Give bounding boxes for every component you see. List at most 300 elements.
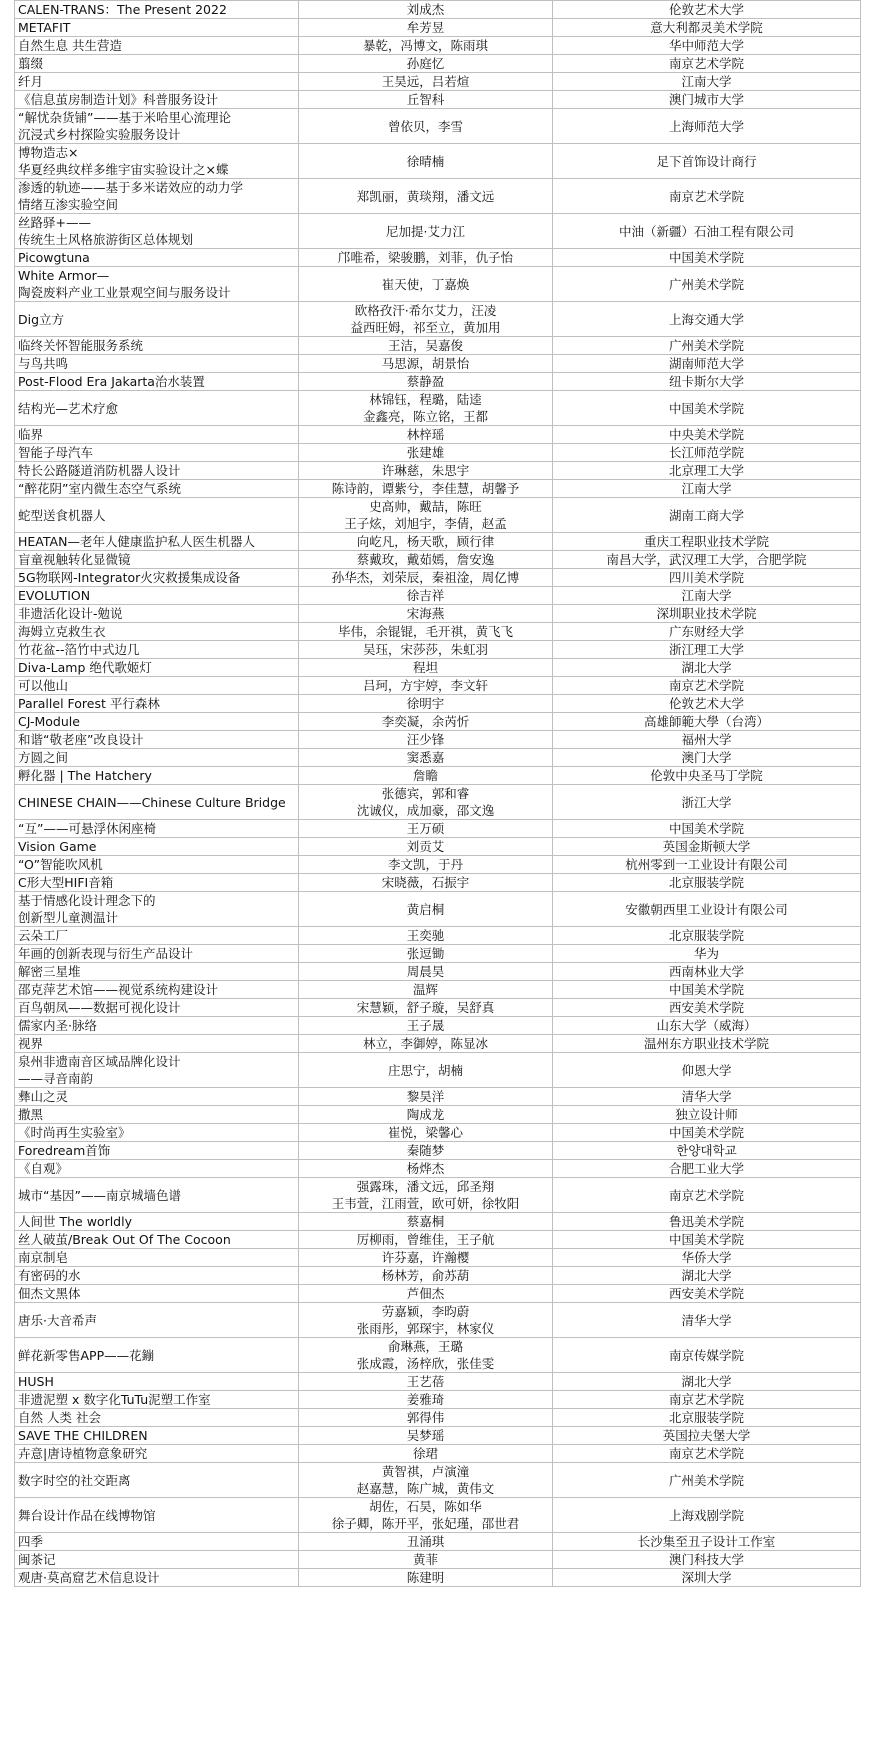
authors-cell-line: 丑涌琪 (406, 1534, 445, 1549)
authors-cell-line: 孙华杰，刘荣辰，秦祖淦，周亿博 (331, 570, 520, 585)
authors-cell-line: 张成霞，汤梓欣，张佳雯 (356, 1356, 495, 1371)
organization-cell (553, 1303, 861, 1338)
work-title-cell-line: 与鸟共鸣 (18, 356, 69, 371)
authors-cell (299, 1035, 553, 1053)
authors-cell-line: 黄菲 (412, 1552, 438, 1567)
authors-cell-line: 暴乾，冯博文，陈雨琪 (362, 38, 488, 53)
organization-cell (553, 1533, 861, 1551)
organization-cell-line: 北京服装学院 (668, 928, 744, 943)
authors-cell-line: 杨烨杰 (406, 1161, 445, 1176)
authors-cell (299, 1445, 553, 1463)
authors-cell-line: 向屹凡，杨天歌，顾行律 (356, 534, 495, 549)
authors-cell (299, 37, 553, 55)
organization-cell (553, 1285, 861, 1303)
table-row (15, 1160, 861, 1178)
organization-cell-line: 清华大学 (681, 1312, 732, 1328)
work-title-cell-line: 丝路驿+—— (18, 215, 91, 230)
authors-cell-line: 尼加提·艾力江 (386, 223, 465, 239)
work-title-cell-line: 非遗泥塑 x 数字化TuTu泥塑工作室 (18, 1392, 211, 1407)
authors-cell-line: 窦悉嘉 (406, 750, 445, 765)
work-title-cell (15, 1249, 299, 1267)
work-title-cell (15, 641, 299, 659)
table-row (15, 37, 861, 55)
authors-cell (299, 1409, 553, 1427)
authors-cell (299, 838, 553, 856)
work-title-cell-line: 《信息茧房制造计划》科普服务设计 (18, 92, 219, 107)
organization-cell-line: 中国美术学院 (668, 250, 744, 265)
table-row (15, 214, 861, 249)
organization-cell (553, 1, 861, 19)
organization-cell (553, 1053, 861, 1088)
work-title-cell (15, 1053, 299, 1088)
organization-cell-line: 中国美术学院 (668, 400, 744, 416)
table-row (15, 731, 861, 749)
organization-cell (553, 587, 861, 605)
work-title-cell-line: 数字时空的社交距离 (18, 1472, 131, 1488)
authors-cell-line: 蔡戴玫，戴茹嫣，詹安逸 (356, 552, 495, 567)
work-title-cell-line: “互”——可悬浮休闲座椅 (18, 821, 156, 836)
organization-cell (553, 641, 861, 659)
organization-cell (553, 1249, 861, 1267)
work-title-cell (15, 713, 299, 731)
organization-cell (553, 373, 861, 391)
authors-cell-line: 程坦 (412, 660, 438, 675)
authors-cell (299, 1213, 553, 1231)
table-row (15, 1249, 861, 1267)
organization-cell-line: 四川美术学院 (668, 570, 744, 585)
work-title-cell (15, 1409, 299, 1427)
organization-cell (553, 677, 861, 695)
work-title-cell (15, 569, 299, 587)
organization-cell (553, 785, 861, 820)
authors-cell (299, 480, 553, 498)
work-title-cell (15, 999, 299, 1017)
work-title-cell-line: 年画的创新表现与衍生产品设计 (18, 946, 194, 961)
work-title-cell-line: 临终关怀智能服务系统 (18, 338, 144, 353)
authors-cell-line: 张雨彤，郭琛宇，林家仪 (356, 1321, 495, 1336)
organization-cell-line: 合肥工业大学 (668, 1161, 744, 1176)
work-title-cell (15, 214, 299, 249)
authors-cell-line: 孙庭忆 (406, 56, 445, 71)
table-row (15, 551, 861, 569)
organization-cell (553, 214, 861, 249)
table-row (15, 1409, 861, 1427)
authors-cell (299, 731, 553, 749)
organization-cell-line: 南京艺术学院 (668, 56, 744, 71)
work-title-cell (15, 1463, 299, 1498)
work-title-cell (15, 1338, 299, 1373)
table-row (15, 73, 861, 91)
table-row (15, 462, 861, 480)
work-title-cell-line: HEATAN—老年人健康监护私人医生机器人 (18, 534, 255, 549)
work-title-cell-line: 蛇型送食机器人 (18, 507, 106, 523)
authors-cell-line: 杨林芳，俞苏葫 (381, 1268, 470, 1283)
authors-cell (299, 641, 553, 659)
organization-cell-line: 英国拉夫堡大学 (662, 1428, 751, 1443)
organization-cell (553, 945, 861, 963)
organization-cell (553, 1142, 861, 1160)
authors-cell-line: 劳嘉颖，李昀蔚 (381, 1304, 470, 1319)
work-title-cell (15, 838, 299, 856)
table-row (15, 337, 861, 355)
organization-cell (553, 19, 861, 37)
organization-cell (553, 605, 861, 623)
work-title-cell (15, 373, 299, 391)
authors-cell (299, 498, 553, 533)
authors-cell-line: 徐明宇 (406, 696, 445, 711)
table-row (15, 179, 861, 214)
organization-cell-line: 华侨大学 (681, 1250, 732, 1265)
organization-cell-line: 伦敦艺术大学 (668, 2, 744, 17)
work-title-cell-line: 结构光—艺术疗愈 (18, 400, 119, 416)
work-title-cell-line: Post-Flood Era Jakarta治水装置 (18, 374, 205, 389)
work-title-cell (15, 144, 299, 179)
work-title-cell (15, 551, 299, 569)
table-row (15, 355, 861, 373)
work-title-cell (15, 695, 299, 713)
organization-cell (553, 838, 861, 856)
work-title-cell-line: “O”智能吹风机 (18, 857, 103, 872)
authors-cell-line: 崔天使，丁嘉焕 (381, 276, 470, 292)
organization-cell (553, 820, 861, 838)
authors-cell (299, 981, 553, 999)
organization-cell (553, 267, 861, 302)
organization-cell (553, 1463, 861, 1498)
table-row (15, 963, 861, 981)
table-row (15, 1035, 861, 1053)
authors-cell (299, 1551, 553, 1569)
organization-cell (553, 731, 861, 749)
table-row (15, 373, 861, 391)
authors-cell (299, 19, 553, 37)
work-title-cell (15, 1303, 299, 1338)
organization-cell (553, 981, 861, 999)
work-title-cell-line: SAVE THE CHILDREN (18, 1428, 148, 1443)
work-title-cell-line: CHINESE CHAIN——Chinese Culture Bridge (18, 794, 286, 810)
organization-cell (553, 1569, 861, 1587)
organization-cell (553, 249, 861, 267)
authors-cell-line: 王昊远，吕若煊 (381, 74, 470, 89)
authors-cell-line: 庄思宁，胡楠 (387, 1062, 463, 1078)
work-title-cell-line: 方圆之间 (18, 750, 69, 765)
work-title-cell-line: 邵克萍艺术馆——视觉系统构建设计 (18, 982, 219, 997)
authors-cell (299, 569, 553, 587)
table-row (15, 999, 861, 1017)
authors-cell-line: 周晨昊 (406, 964, 445, 979)
work-title-cell-line: 撒黑 (18, 1107, 44, 1122)
organization-cell (553, 1551, 861, 1569)
work-title-cell-line: 四季 (18, 1534, 44, 1549)
work-title-cell (15, 1017, 299, 1035)
table-row (15, 945, 861, 963)
authors-cell (299, 249, 553, 267)
authors-cell (299, 695, 553, 713)
work-title-cell-line: 云朵工厂 (18, 928, 69, 943)
work-title-cell-line: 情绪互渗实验空间 (18, 197, 119, 212)
organization-cell (553, 569, 861, 587)
authors-cell-line: 赵嘉慧，陈广城，黄伟文 (356, 1481, 495, 1496)
authors-cell (299, 945, 553, 963)
table-row (15, 713, 861, 731)
organization-cell-line: 中国美术学院 (668, 1232, 744, 1247)
organization-cell-line: 中国美术学院 (668, 1125, 744, 1140)
organization-cell (553, 73, 861, 91)
organization-cell-line: 广州美术学院 (668, 276, 744, 292)
authors-cell-line: 毕伟，余锟锟，毛开祺，黄飞飞 (337, 624, 513, 639)
authors-cell (299, 214, 553, 249)
work-title-cell-line: 佃杰文黑体 (18, 1286, 81, 1301)
organization-cell-line: 澳门大学 (681, 750, 732, 765)
work-title-cell (15, 179, 299, 214)
work-title-cell (15, 462, 299, 480)
work-title-cell (15, 1373, 299, 1391)
authors-cell-line: 宋晓薇，石振宇 (381, 875, 470, 890)
organization-cell (553, 1338, 861, 1373)
organization-cell-line: 上海交通大学 (668, 311, 744, 327)
authors-cell (299, 1231, 553, 1249)
work-title-cell-line: Foredream首饰 (18, 1143, 111, 1158)
work-title-cell-line: 鲜花新零售APP——花鏰 (18, 1347, 155, 1363)
organization-cell (553, 91, 861, 109)
authors-cell (299, 73, 553, 91)
authors-cell (299, 1267, 553, 1285)
organization-cell-line: 한양대학교 (676, 1143, 737, 1158)
work-title-cell-line: Parallel Forest 平行森林 (18, 696, 160, 711)
table-row (15, 1373, 861, 1391)
authors-cell (299, 623, 553, 641)
table-row (15, 1427, 861, 1445)
work-title-cell-line: White Armor— (18, 268, 110, 283)
authors-cell (299, 1178, 553, 1213)
organization-cell-line: 南昌大学，武汉理工大学，合肥学院 (606, 552, 807, 567)
table-row (15, 55, 861, 73)
authors-cell (299, 963, 553, 981)
work-title-cell-line: 《时尚再生实验室》 (18, 1125, 131, 1140)
table-row (15, 1053, 861, 1088)
table-row (15, 1231, 861, 1249)
authors-cell (299, 1124, 553, 1142)
work-title-cell (15, 874, 299, 892)
authors-cell (299, 391, 553, 426)
work-title-cell (15, 109, 299, 144)
organization-cell-line: 北京服装学院 (668, 1410, 744, 1425)
organization-cell (553, 713, 861, 731)
authors-cell (299, 109, 553, 144)
work-title-cell (15, 605, 299, 623)
authors-cell (299, 373, 553, 391)
organization-cell-line: 中国美术学院 (668, 821, 744, 836)
table-row (15, 1106, 861, 1124)
table-row (15, 1569, 861, 1587)
work-title-cell-line: Picowgtuna (18, 250, 90, 265)
organization-cell (553, 109, 861, 144)
organization-cell-line: 北京服装学院 (668, 875, 744, 890)
work-title-cell-line: 闽茶记 (18, 1552, 56, 1567)
authors-cell-line: 林立，李御婷，陈显冰 (362, 1036, 488, 1051)
table-row (15, 498, 861, 533)
organization-cell (553, 1267, 861, 1285)
table-row (15, 1338, 861, 1373)
work-title-cell (15, 1285, 299, 1303)
authors-cell (299, 551, 553, 569)
work-title-cell-line: 儒家内圣·脉络 (18, 1018, 97, 1033)
organization-cell-line: 澳门科技大学 (668, 1552, 744, 1567)
work-title-cell (15, 1213, 299, 1231)
work-title-cell-line: 渗透的轨迹——基于多米诺效应的动力学 (18, 180, 244, 195)
table-row (15, 109, 861, 144)
table-row (15, 749, 861, 767)
authors-cell-line: 温辉 (412, 982, 438, 997)
authors-cell (299, 302, 553, 337)
authors-cell (299, 1106, 553, 1124)
organization-cell (553, 1445, 861, 1463)
work-title-cell (15, 785, 299, 820)
authors-cell (299, 355, 553, 373)
organization-cell-line: 澳门城市大学 (668, 92, 744, 107)
work-title-cell (15, 981, 299, 999)
work-title-cell (15, 391, 299, 426)
authors-cell (299, 749, 553, 767)
work-title-cell-line: 有密码的水 (18, 1268, 81, 1283)
authors-cell-line: 吕珂，方宇婷，李文轩 (362, 678, 488, 693)
work-title-cell-line: 智能子母汽车 (18, 445, 94, 460)
authors-cell-line: 王洁，吴嘉俊 (387, 338, 463, 353)
work-title-cell (15, 267, 299, 302)
table-row (15, 1285, 861, 1303)
organization-cell (553, 391, 861, 426)
work-title-cell (15, 1178, 299, 1213)
work-title-cell (15, 444, 299, 462)
authors-cell-line: 沈诚仪，成加豪，邵文逸 (356, 803, 495, 818)
work-title-cell-line: 视界 (18, 1036, 44, 1051)
authors-cell (299, 1088, 553, 1106)
organization-cell-line: 江南大学 (681, 481, 732, 496)
table-row (15, 19, 861, 37)
work-title-cell (15, 19, 299, 37)
work-title-cell (15, 749, 299, 767)
organization-cell (553, 1178, 861, 1213)
organization-cell (553, 659, 861, 677)
work-title-cell (15, 480, 299, 498)
table-row (15, 533, 861, 551)
authors-cell-line: 丘智科 (406, 92, 445, 107)
authors-cell (299, 874, 553, 892)
work-title-cell (15, 731, 299, 749)
work-title-cell (15, 1, 299, 19)
organization-cell-line: 上海戏剧学院 (668, 1507, 744, 1523)
organization-cell-line: 伦敦中央圣马丁学院 (650, 768, 763, 783)
authors-cell (299, 927, 553, 945)
table-row (15, 1142, 861, 1160)
authors-cell (299, 1053, 553, 1088)
organization-cell (553, 856, 861, 874)
organization-cell-line: 湖南师范大学 (668, 356, 744, 371)
work-title-cell (15, 1445, 299, 1463)
organization-cell (553, 963, 861, 981)
organization-cell-line: 浙江大学 (681, 794, 732, 810)
authors-cell (299, 659, 553, 677)
work-title-cell-line: 创新型儿童测温计 (18, 910, 119, 925)
authors-cell-line: 史高帅，戴喆，陈旺 (369, 499, 482, 514)
organization-cell-line: 上海师范大学 (668, 118, 744, 134)
work-title-cell-line: 卉意|唐诗植物意象研究 (18, 1446, 148, 1461)
table-row (15, 1017, 861, 1035)
organization-cell-line: 湖北大学 (681, 660, 732, 675)
table-row (15, 695, 861, 713)
work-title-cell-line: 博物造志× (18, 145, 79, 160)
work-title-cell (15, 249, 299, 267)
organization-cell-line: 鲁迅美术学院 (668, 1214, 744, 1229)
work-title-cell (15, 1427, 299, 1445)
organization-cell (553, 1213, 861, 1231)
organization-cell-line: 南京艺术学院 (668, 188, 744, 204)
work-title-cell (15, 55, 299, 73)
organization-cell (553, 927, 861, 945)
organization-cell (553, 444, 861, 462)
authors-cell (299, 713, 553, 731)
authors-cell-line: 李文凯，于丹 (387, 857, 463, 872)
work-title-cell (15, 767, 299, 785)
table-row (15, 659, 861, 677)
organization-cell (553, 1409, 861, 1427)
table-row (15, 91, 861, 109)
authors-cell (299, 1303, 553, 1338)
authors-cell-line: 吴珏，宋莎莎，朱虹羽 (362, 642, 488, 657)
authors-cell-line: 芦佃杰 (406, 1286, 445, 1301)
work-title-cell (15, 1124, 299, 1142)
organization-cell-line: 英国金斯顿大学 (662, 839, 751, 854)
table-row (15, 785, 861, 820)
authors-cell-line: 王奕驰 (406, 928, 445, 943)
authors-cell (299, 677, 553, 695)
authors-cell-line: 胡佐，石昊，陈如华 (369, 1499, 482, 1514)
organization-cell-line: 北京理工大学 (668, 463, 744, 478)
table-row (15, 1303, 861, 1338)
work-title-cell-line: 纤月 (18, 74, 44, 89)
organization-cell (553, 999, 861, 1017)
table-row (15, 249, 861, 267)
authors-cell (299, 1017, 553, 1035)
authors-cell-line: 姜雅琦 (406, 1392, 445, 1407)
authors-cell-line: 徐珺 (412, 1446, 438, 1461)
organization-cell-line: 重庆工程职业技术学院 (643, 534, 769, 549)
authors-cell-line: 郑凯丽，黄琰翔，潘文远 (356, 188, 495, 204)
table-row (15, 820, 861, 838)
table-row (15, 927, 861, 945)
authors-cell (299, 1427, 553, 1445)
work-title-cell-line: 解密三星堆 (18, 964, 81, 979)
organization-cell (553, 1088, 861, 1106)
work-title-cell-line: 彝山之灵 (18, 1089, 69, 1104)
authors-cell-line: 陶成龙 (406, 1107, 445, 1122)
organization-cell (553, 892, 861, 927)
authors-cell-line: 黄智祺，卢演潼 (381, 1464, 470, 1479)
work-title-cell-line: 南京制皂 (18, 1250, 69, 1265)
authors-cell (299, 605, 553, 623)
work-title-cell-line: METAFIT (18, 20, 71, 35)
authors-cell-line: 詹瞻 (412, 768, 438, 783)
work-title-cell-line: 百鸟朝凤——数据可视化设计 (18, 1000, 181, 1015)
organization-cell-line: 仰恩大学 (681, 1062, 732, 1078)
authors-cell-line: 曾依贝，李雪 (387, 118, 463, 134)
authors-cell-line: 王韦萱，江雨萱，欧可妍，徐牧阳 (331, 1196, 520, 1211)
authors-cell-line: 陈诗韵，谭紫兮，李佳慧，胡馨予 (331, 481, 520, 496)
work-title-cell (15, 1142, 299, 1160)
organization-cell-line: 西安美术学院 (668, 1000, 744, 1015)
work-title-cell-line: 临界 (18, 427, 44, 442)
organization-cell-line: 南京艺术学院 (668, 1392, 744, 1407)
table-row (15, 426, 861, 444)
